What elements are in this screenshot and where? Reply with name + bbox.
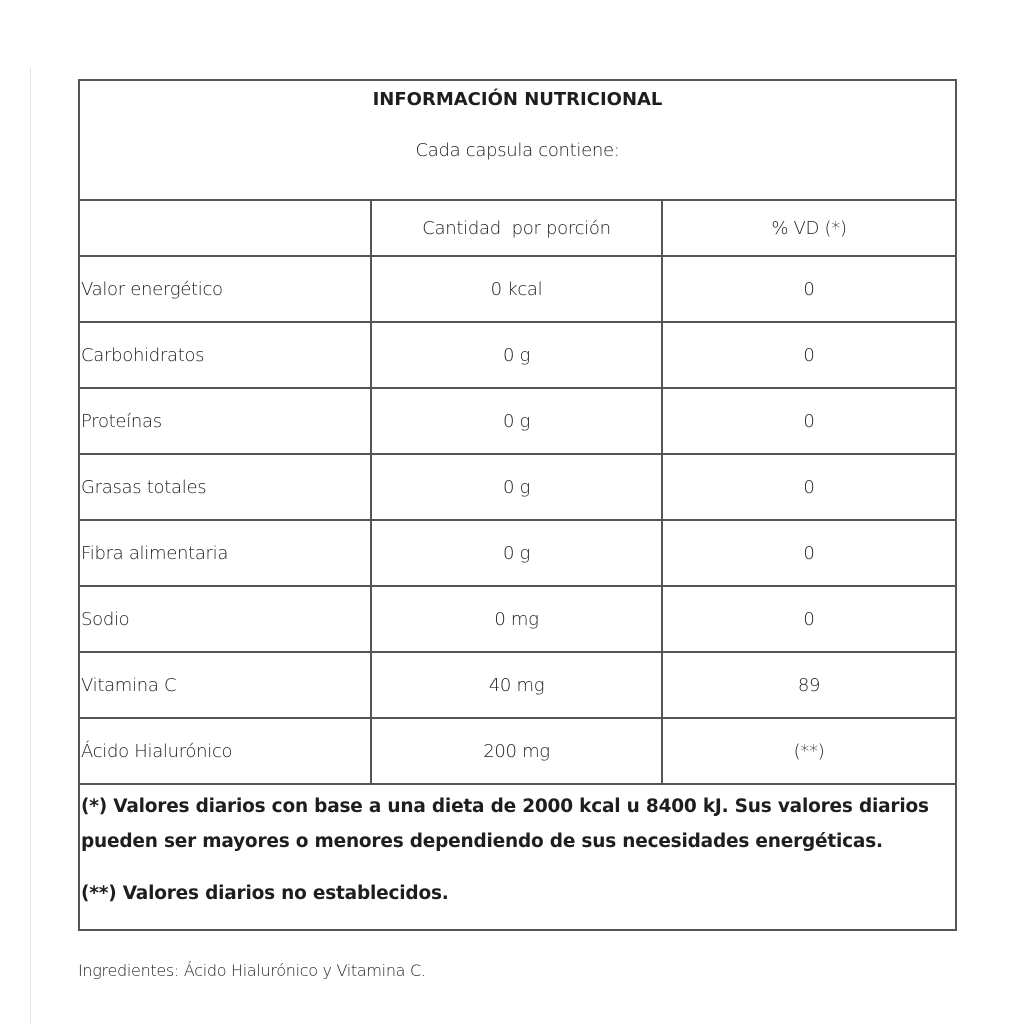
nutrient-amount: 200 mg: [371, 718, 662, 784]
table-row: [79, 718, 956, 784]
table-header-row: [79, 80, 956, 200]
nutrient-vd: 89: [662, 652, 956, 718]
ingredients-text: Ingredientes: Ácido Hialurónico y Vitamina C.: [78, 961, 426, 980]
nutrient-name: Valor energético: [79, 256, 371, 322]
left-divider: [30, 68, 31, 1024]
nutrient-vd: (**): [662, 718, 956, 784]
nutrient-amount: 0 mg: [371, 586, 662, 652]
nutrient-amount: 40 mg: [371, 652, 662, 718]
nutrient-amount: 0 kcal: [371, 256, 662, 322]
nutrient-amount: 0 g: [371, 520, 662, 586]
footnote-not-established: (**) Valores diarios no establecidos.: [81, 883, 449, 904]
column-header-empty: [79, 200, 371, 256]
nutrient-vd: 0: [662, 454, 956, 520]
nutrient-name: Ácido Hialurónico: [79, 718, 371, 784]
table-row: [79, 322, 956, 388]
nutrient-vd: 0: [662, 388, 956, 454]
nutrient-vd: 0: [662, 586, 956, 652]
nutrition-table: [78, 79, 957, 931]
footnote-cell: [79, 784, 956, 930]
table-row: [79, 652, 956, 718]
nutrient-vd: 0: [662, 256, 956, 322]
nutrient-name: Carbohidratos: [79, 322, 371, 388]
table-row: [79, 256, 956, 322]
table-row: [79, 520, 956, 586]
table-header-cell: [79, 80, 956, 200]
table-title: INFORMACIÓN NUTRICIONAL: [372, 89, 663, 110]
footnote-row: [79, 784, 956, 930]
table-row: [79, 586, 956, 652]
column-header-vd: % VD (*): [662, 200, 956, 256]
nutrient-name: Proteínas: [79, 388, 371, 454]
nutrient-name: Vitamina C: [79, 652, 371, 718]
nutrient-vd: 0: [662, 322, 956, 388]
table-subtitle: Cada capsula contiene:: [415, 140, 620, 161]
table-row: [79, 454, 956, 520]
table-row: [79, 388, 956, 454]
footnote-daily-values: (*) Valores diarios con base a una dieta de 2000 kcal u 8400 kJ. Sus valores diarios pueden ser mayores o menores dependiendo de sus necesidades energéticas.: [81, 796, 929, 852]
nutrient-name: Fibra alimentaria: [79, 520, 371, 586]
nutrient-amount: 0 g: [371, 322, 662, 388]
nutrient-name: Sodio: [79, 586, 371, 652]
nutrient-vd: 0: [662, 520, 956, 586]
nutrient-amount: 0 g: [371, 454, 662, 520]
nutrient-amount: 0 g: [371, 388, 662, 454]
column-header-amount: Cantidad por porción: [371, 200, 662, 256]
column-header-row: [79, 200, 956, 256]
nutrient-name: Grasas totales: [79, 454, 371, 520]
